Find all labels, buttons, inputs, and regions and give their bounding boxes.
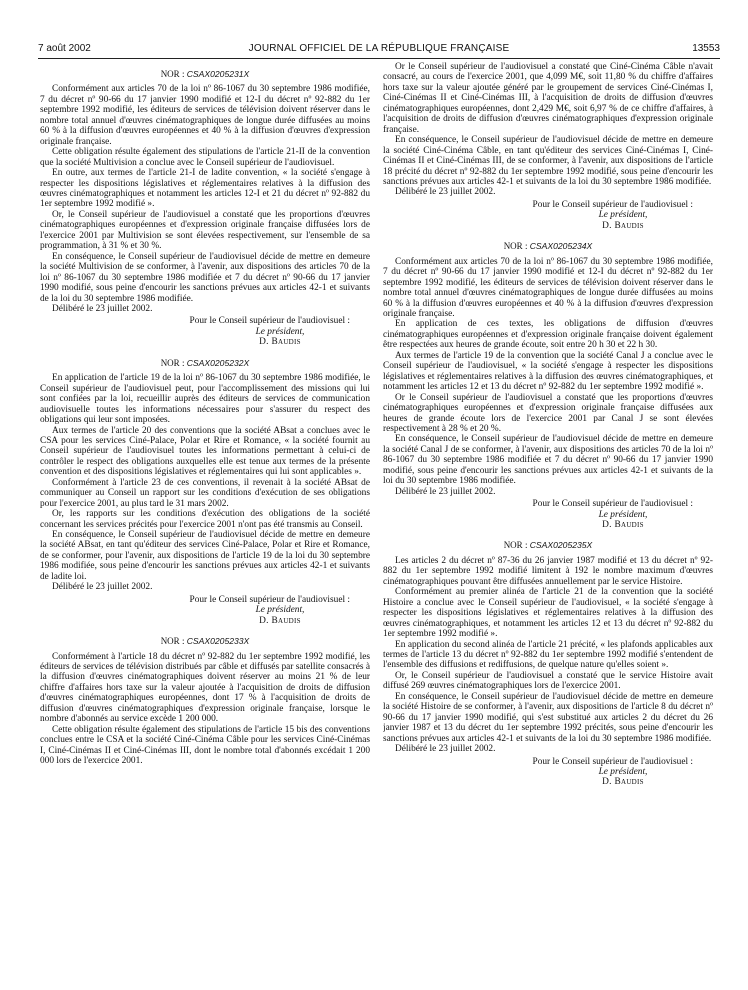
left-column [40, 62, 370, 987]
signature-for: Pour le Conseil supérieur de l'audiovisuel : [189, 316, 350, 327]
nor-code: CSAX0205235X [529, 540, 593, 551]
signature-block [383, 757, 713, 788]
deliberation-date: Délibéré le 23 juillet 2002. [395, 486, 496, 497]
paragraph: Or, le Conseil supérieur de l'audiovisuel a constaté que le service Histoire avait diffusé 269 œuvres cinématographiques lors de l'exercice 2001. [383, 670, 713, 692]
paragraph: En application de l'article 19 de la loi nº 86-1067 du 30 septembre 1986 modifiée, le Conseil supérieur de l'audiovisuel peut, pour l'accomplissement des missions qui lui sont confiées par la loi, recueillir auprès des éditeurs de services de communication audiovisuelle toutes les informations nécessaires pour s'assurer du respect des obligations qui leur sont imposées. [40, 373, 370, 426]
paragraph: Conformément au premier alinéa de l'article 21 de la convention que la société Histoire a conclue avec le Conseil supérieur de l'audiovisuel, « la société s'engage à respecter les dispositions législatives et réglementaires relatives à la diffusion des œuvres cinématographiques, et notamment les articles 12 et 13 du décret nº 92-882 du 1er septembre 1992 modifié ». [383, 587, 713, 640]
signature-title: Le président, [255, 605, 305, 616]
nor-label: NOR : [503, 540, 528, 551]
signature-for: Pour le Conseil supérieur de l'audiovisuel : [532, 199, 693, 210]
publication-date: 7 août 2002 [38, 43, 91, 54]
signature-block [383, 499, 713, 530]
paragraph: En conséquence, le Conseil supérieur de l'audiovisuel décide de mettre en demeure la société ABsat, en tant qu'éditeur des services Ciné-Palace, Polar et Rire et Romance, de se conformer, pour l'avenir, aux dispositions de l'article 19 de la loi du 30 septembre 1986 modifiée, sous peine d'encourir les sanctions prévues aux articles 42-1 et suivants de ladite loi. [40, 530, 370, 582]
nor-code: CSAX0205233X [186, 636, 250, 647]
deliberation-date: Délibéré le 23 juillet 2002. [395, 744, 496, 755]
paragraph: Aux termes de l'article 20 des conventions que la société ABsat a conclues avec le CSA pour les services Ciné-Palace, Polar et Rire et Romance, « la société fournit au Conseil supérieur de l'audiovisuel toutes les informations permettant à celui-ci de contrôler le respect des obligations auxquelles elle est tenue aux termes de la présente convention et des dispositions législatives et réglementaires qui lui sont applicables ». [40, 425, 370, 478]
paragraph: Conformément aux articles 70 de la loi nº 86-1067 du 30 septembre 1986 modifiée, 7 du décret nº 90-66 du 17 janvier 1990 modifié et 12-I du décret nº 92-882 du 1er septembre 1992 modifié, les éditeurs de services de télévision doivent réserver dans le nombre total annuel d'œuvres cinématographiques de longue durée diffusées au moins 60 % à la diffusion d'œuvres européennes et 40 % à la diffusion d'œuvres d'expression originale française. [383, 256, 713, 319]
paragraph: En conséquence, le Conseil supérieur de l'audiovisuel décide de mettre en demeure la société Ciné-Cinéma Câble, en tant qu'éditeur des services Ciné-Cinémas I, Ciné-Cinémas II et Ciné-Cinémas III, de se conformer, à l'avenir, aux dispositions de l'article 18 précité du décret nº 92-882 du 1er septembre 1992 modifié, sous peine d'encourir les sanctions prévues aux articles 42-1 et suivants de la loi du 30 septembre 1986 modifiée. [383, 135, 713, 187]
paragraph: En outre, aux termes de l'article 21-I de ladite convention, « la société s'engage à respecter les dispositions législatives et réglementaires relatives à la diffusion des œuvres cinématographiques et notamment les articles 12-I et 21 du décret nº 92-882 du 1er septembre 1992 modifié ». [40, 168, 370, 210]
nor-reference [383, 241, 713, 251]
signature-name: D. Baudis [259, 337, 301, 348]
signature-title: Le président, [598, 210, 648, 221]
signature-name: D. Baudis [602, 220, 644, 231]
paragraph: En conséquence, le Conseil supérieur de l'audiovisuel décide de mettre en demeure la société Canal J de se conformer, à l'avenir, aux dispositions des articles 70 de la loi nº 86-1067 du 30 septembre 1986 modifiée et 7 du décret nº 90-66 du 17 janvier 1990 modifié, sous peine d'encourir les sanctions prévues aux articles 42-1 et suivants de la loi du 30 septembre 1986 modifiée. [383, 434, 713, 487]
page-number: 13553 [692, 43, 720, 54]
nor-reference [40, 358, 370, 368]
paragraph: En conséquence, le Conseil supérieur de l'audiovisuel décide de mettre en demeure la société Histoire de se conformer, à l'avenir, aux dispositions de l'article 8 du décret nº 90-66 du 17 janvier 1990 modifié, qui s'est substitué aux articles 2 du décret du 26 janvier 1987 et 13 du décret du 1er septembre 1992 précités, sous peine d'encourir les sanctions prévues aux articles 42-1 et suivants de la loi du 30 septembre 1986 modifiée. [383, 691, 713, 744]
signature-for: Pour le Conseil supérieur de l'audiovisuel : [532, 756, 693, 767]
signature-name: D. Baudis [602, 520, 644, 531]
paragraph: Les articles 2 du décret nº 87-36 du 26 janvier 1987 modifié et 13 du décret nº 92-882 du 1er septembre 1992 modifié limitent à 192 le nombre maximum d'œuvres cinématographiques pouvant être diffusées annuellement par le service Histoire. [383, 555, 713, 587]
signature-name: D. Baudis [259, 615, 301, 626]
paragraph: Or, le Conseil supérieur de l'audiovisuel a constaté que les proportions d'œuvres cinématographiques européennes et d'expression originale française diffusées lors de l'exercice 2001 par Multivision se sont élevées respectivement, sur l'ensemble de sa programmation, à 31 % et 30 %. [40, 209, 370, 252]
header-rule [38, 58, 720, 59]
paragraph: En application du second alinéa de l'article 21 précité, « les plafonds applicables aux termes de l'article 13 du décret nº 92-882 du 1er septembre 1992 modifié s'entendent de l'ensemble des diffusions et rediffusions, de quelque nature qu'elles soient ». [383, 639, 713, 671]
signature-name: D. Baudis [602, 777, 644, 788]
signature-block [40, 595, 370, 626]
nor-code: CSAX0205231X [186, 69, 250, 79]
nor-label: NOR : [503, 241, 528, 252]
paragraph: Conformément aux articles 70 de la loi nº 86-1067 du 30 septembre 1986 modifiée, 7 du décret nº 90-66 du 17 janvier 1990 modifié et 12-I du décret nº 92-882 du 1er septembre 1992 modifié, les éditeurs de services de télévision doivent réserver dans le nombre total annuel d'œuvres cinématographiques de longue durée diffusées au moins 60 % à la diffusion d'œuvres européennes et 40 % à la diffusion d'œuvres d'expression originale française. [40, 84, 370, 147]
nor-label: NOR : [160, 69, 185, 79]
nor-reference [383, 540, 713, 550]
paragraph: Cette obligation résulte également des stipulations de l'article 21-II de la convention que la société Multivision a conclue avec le Conseil supérieur de l'audiovisuel. [40, 147, 370, 168]
paragraph: En application de ces textes, les obligations de diffusion d'œuvres cinématographiques européennes et d'expression originale française doivent également être respectées aux heures de grande écoute, soit entre 20 h 30 et 22 h 30. [383, 319, 713, 351]
nor-code: CSAX0205232X [186, 357, 250, 368]
right-column [383, 62, 713, 987]
nor-reference [40, 636, 370, 646]
signature-block [383, 200, 713, 231]
deliberation-date: Délibéré le 23 juillet 2002. [395, 187, 496, 198]
nor-code: CSAX0205234X [529, 241, 593, 252]
paragraph: Conformément à l'article 18 du décret nº 92-882 du 1er septembre 1992 modifié, les éditeurs de services de télévision distribués par câble et diffusés par satellite consacrés à la diffusion d'œuvres cinématographiques doivent réserver au moins 21 % de leur chiffre d'affaires hors taxe sur la valeur ajoutée à l'acquisition de droits de diffusion d'œuvres cinématographiques européennes, dont 17 % à l'acquisition de droits de diffusion d'œuvres cinématographiques d'expression originale française, lorsque le nombre d'abonnés au service excède 1 200 000. [40, 651, 370, 725]
deliberation-date: Délibéré le 23 juillet 2002. [52, 303, 153, 314]
signature-title: Le président, [598, 767, 648, 777]
nor-label: NOR : [160, 636, 185, 647]
paragraph: Conformément à l'article 23 de ces conventions, il revenait à la société ABsat de communiquer au Conseil un rapport sur les conditions d'exécution de ses obligations pour l'exercice 2001, au plus tard le 31 mars 2002. [40, 477, 370, 509]
paragraph: Or le Conseil supérieur de l'audiovisuel a constaté que les proportions d'œuvres cinématographiques européennes et d'expression originale française diffusées aux heures de grande écoute lors de l'exercice 2001 par Canal J se sont élevées respectivement à 28 % et 20 %. [383, 392, 713, 434]
nor-reference [40, 69, 370, 79]
page-header [38, 43, 720, 57]
paragraph: Cette obligation résulte également des stipulations de l'article 15 bis des conventions conclues entre le CSA et la société Ciné-Cinéma Câble pour les services Ciné-Cinémas I, Ciné-Cinémas II et Ciné-Cinémas III, dont le nombre total d'abonnés excédait 1 200 000 lors de l'exercice 2001. [40, 724, 370, 767]
signature-block [40, 316, 370, 347]
signature-for: Pour le Conseil supérieur de l'audiovisuel : [532, 499, 693, 510]
paragraph: En conséquence, le Conseil supérieur de l'audiovisuel décide de mettre en demeure la société Multivision de se conformer, à l'avenir, aux dispositions des articles 70 de la loi nº 86-1067 du 30 septembre 1986 modifiée et 7 du décret nº 90-66 du 17 janvier 1990 modifié, sous peine d'encourir les sanctions prévues aux articles 42-1 et suivants de la loi du 30 septembre 1986 modifiée. [40, 251, 370, 304]
journal-title: JOURNAL OFFICIEL DE LA RÉPUBLIQUE FRANÇAISE [248, 43, 510, 54]
nor-label: NOR : [160, 357, 185, 368]
deliberation-date: Délibéré le 23 juillet 2002. [52, 582, 153, 593]
paragraph: Or le Conseil supérieur de l'audiovisuel a constaté que Ciné-Cinéma Câble n'avait consacré, au cours de l'exercice 2001, que 4,099 M€, soit 11,80 % du chiffre d'affaires hors taxe sur la valeur ajoutée généré par le groupement de services Ciné-Cinémas I, Ciné-Cinémas II et Ciné-Cinémas III, à l'acquisition de droits de diffusion d'œuvres cinématographiques européennes, dont 2,429 M€, soit 6,97 % de ce chiffre d'affaires, à l'acquisition de droits de diffusion d'œuvres cinématographiques d'expression originale française. [383, 62, 713, 135]
signature-title: Le président, [598, 509, 648, 520]
signature-for: Pour le Conseil supérieur de l'audiovisuel : [189, 594, 350, 605]
paragraph: Or, les rapports sur les conditions d'exécution des obligations de la société concernant les services précités pour l'exercice 2001 n'ont pas été transmis au Conseil. [40, 509, 370, 530]
paragraph: Aux termes de l'article 19 de la convention que la société Canal J a conclue avec le Conseil supérieur de l'audiovisuel, « la société s'engage à respecter les dispositions législatives et réglementaires relatives à la diffusion des œuvres cinématographiques, et notamment les articles 12 et 13 du décret nº 92-882 du 1er septembre 1992 modifié ». [383, 350, 713, 393]
signature-title: Le président, [255, 326, 305, 337]
